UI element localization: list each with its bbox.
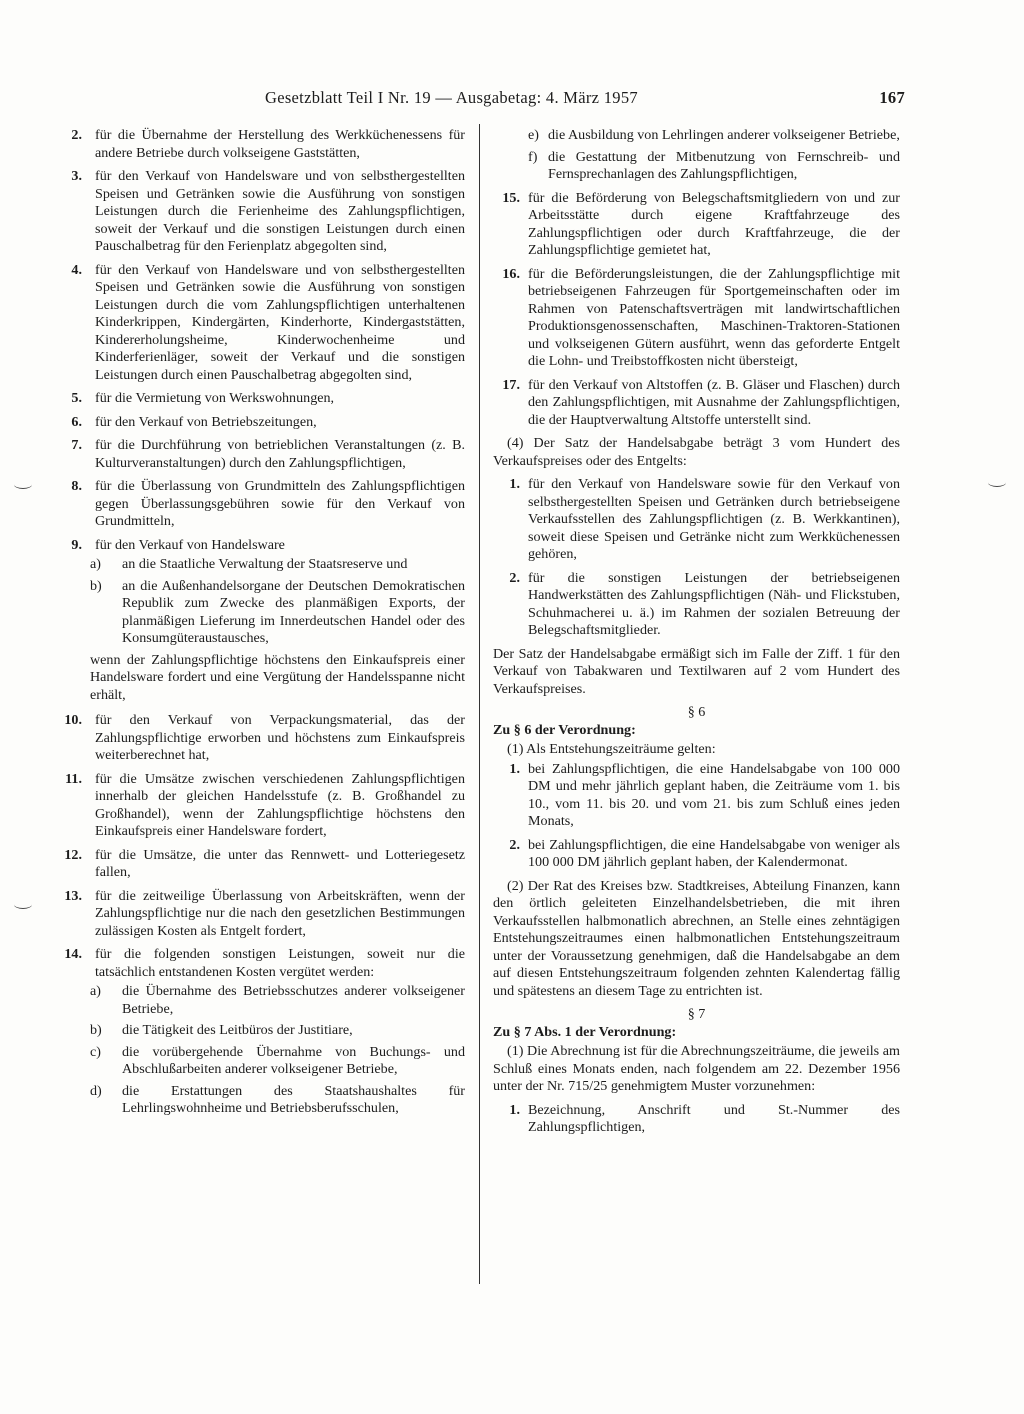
margin-mark: [988, 478, 1006, 487]
paragraph: Der Satz der Handelsabgabe ermäßigt sich im Falle der Ziff. 1 für den Verkauf von Tabakwaren und Textilwaren auf 2 vom Hundert des Verkaufspreises.: [493, 645, 900, 697]
list-item: 6. für den Verkauf von Betriebszeitungen,: [71, 413, 317, 430]
column-divider: [479, 124, 480, 1284]
list-item: 2. bei Zahlungspflichtigen, die eine Handelsabgabe von weniger als 100 000 DM jährlich geplant haben, der Kalendermonat.: [509, 836, 900, 870]
list-item: 4. für den Verkauf von Handelsware und von selbsthergestellten Speisen und Getränken sowie die Ausführung von sonstigen Leistungen durch die vom Zahlungspflichtigen unterhaltenen Kinderkrippen, Kindergärten, Kinderhorte, Kindergaststätten, Kindererholungsheime, Kinderwochenheime und Kinderferienläger, soweit der Verkauf und die sonstigen Leistungen durch einen Pauschalbetrag abgegolten sind,: [71, 261, 465, 383]
right-column: [493, 127, 900, 1143]
sub-item: a) an die Staatliche Verwaltung der Staatsreserve und: [90, 556, 408, 572]
list-item: 9. für den Verkauf von Handelsware: [71, 536, 285, 553]
list-item: 11. für die Umsätze zwischen verschiedenen Zahlungspflichtigen innerhalb der gleichen Handelsstufe (z. B. Großhandel zu Großhandel), wenn der Zahlungspflichtige höchstens den Einkaufspreis einer Handelsware fordert,: [65, 770, 465, 839]
list-item: 2. für die Übernahme der Herstellung des Werkküchenessens für andere Betriebe durch volkseigene Gaststätten,: [71, 127, 465, 161]
list-item: 7. für die Durchführung von betrieblichen Veranstaltungen (z. B. Kulturveranstaltungen) durch den Zahlungspflichtigen,: [71, 437, 465, 471]
header-title: Gesetzblatt Teil I Nr. 19 — Ausgabetag: 4. März 1957: [265, 88, 638, 107]
section-heading: § 7: [687, 1006, 706, 1022]
sub-item: a) die Übernahme des Betriebsschutzes anderer volkseigener Betriebe,: [90, 983, 465, 1017]
list-item: 13. für die zeitweilige Überlassung von Arbeitskräften, wenn der Zahlungspflichtige nur die nach den gesetzlichen Bestimmungen zulässigen Kosten als Entgelt fordert,: [64, 887, 465, 939]
list-item: 1. für den Verkauf von Handelsware sowie für den Verkauf von selbsthergestellten Speisen und Getränken durch betriebseigene Verkaufsstellen des Zahlungspflichtigen (z. B. Werkkantinen), soweit diese Speisen und Getränke nicht zum Werkküchenessen gehören,: [509, 476, 900, 562]
list-item: 16. für die Beförderungsleistungen, die der Zahlungspflichtige mit betriebseigenen Fahrzeugen für Sportgemeinschaften oder im Rahmen von Patenschaftsverträgen mit landwirtschaftlichen Produktionsgenossenschaften, Maschinen-Traktoren-Stationen und volkseigenen Gütern ausführt, wenn das geforderte Entgelt die Lohn- und Treibstoffkosten nicht übersteigt,: [502, 265, 900, 369]
page-number: 167: [879, 88, 905, 107]
sub-item: b) die Tätigkeit des Leitbüros der Justitiare,: [90, 1022, 353, 1038]
section-title: Zu § 7 Abs. 1 der Verordnung:: [493, 1023, 677, 1040]
list-item: 1. bei Zahlungspflichtigen, die eine Handelsabgabe von 100 000 DM und mehr jährlich geplant haben, die Zeiträume vom 1. bis 10., vom 11. bis 20. und vom 21. bis zum Schluß eines jeden Monats,: [509, 760, 900, 829]
list-item: 8. für die Überlassung von Grundmitteln des Zahlungspflichtigen gegen Überlassungsgebühren sowie für den Verkauf von Grundmitteln,: [71, 478, 465, 529]
paragraph: (1) Als Entstehungszeiträume gelten:: [507, 741, 716, 757]
sub-item: e) die Ausbildung von Lehrlingen anderer volkseigener Betriebe,: [528, 127, 900, 143]
list-item: 3. für den Verkauf von Handelsware und von selbsthergestellten Speisen und Getränken sowie die Ausführung von sonstigen Leistungen durch die Ferienheime des Zahlungspflichtigen, soweit der Verkauf und die sonstigen Leistungen durch einen Pauschalbetrag für den Ferienplatz abgegolten sind,: [71, 168, 465, 254]
list-item: 17. für den Verkauf von Altstoffen (z. B. Gläser und Flaschen) durch den Zahlungspflichtigen, mit Ausnahme der Zahlungspflichtigen, die der Hauptverwaltung Altstoffe unterstellt sind.: [502, 376, 900, 428]
sub-item: c) die vorübergehende Übernahme von Buchungs- und Abschlußarbeiten anderer volkseigener Betriebe,: [90, 1043, 465, 1077]
margin-mark: [14, 480, 32, 489]
item-tail: wenn der Zahlungspflichtige höchstens den Einkaufspreis einer Handelsware fordert und eine Vergütung der Handelsspanne nicht erhält,: [90, 651, 465, 703]
paragraph: (4) Der Satz der Handelsabgabe beträgt 3 vom Hundert des Verkaufspreises oder des Entgelts:: [493, 435, 900, 469]
section-heading: § 6: [687, 704, 706, 720]
list-item: 12. für die Umsätze, die unter das Rennwett- und Lotteriegesetz fallen,: [64, 846, 465, 880]
list-item: 10. für den Verkauf von Verpackungsmaterial, das der Zahlungspflichtige erworben und höchstens zum Einkaufspreis weiterberechnet hat,: [64, 712, 465, 763]
list-item: 1. Bezeichnung, Anschrift und St.-Nummer des Zahlungspflichtigen,: [509, 1101, 900, 1135]
list-item: 2. für die sonstigen Leistungen der betriebseigenen Handwerkstätten des Zahlungspflichtigen (Näh- und Flickstuben, Schuhmacherei u. ä.) im Rahmen der sozialen Betreuung der Belegschaftsmitglieder.: [509, 569, 900, 638]
paragraph: (2) Der Rat des Kreises bzw. Stadtkreises, Abteilung Finanzen, kann den örtlich geleiteten Einzelhandelsbetrieben, die mit ihren Verkaufsstellen halbmonatlich abrechnen, an Stelle eines zehntägigen Entstehungszeitraumes einen halbmonatlichen Entstehungszeitraum unter der Voraussetzung genehmigen, daß die Handelsabgabe an dem auf diesen Entstehungszeitraum folgenden zehnten Kalendertag fällig und spätestens an diesem Tage zu entrichten ist.: [493, 877, 900, 999]
page-header: [235, 88, 905, 112]
list-item: 14. für die folgenden sonstigen Leistungen, soweit nur die tatsächlich entstandenen Kosten vergütet werden:: [64, 946, 465, 980]
left-column: [40, 127, 465, 1122]
paragraph: (1) Die Abrechnung ist für die Abrechnungszeiträume, die jeweils am Schluß eines Monats enden, nach folgendem am 22. Dezember 1956 unter der Nr. 715/25 genehmigtem Muster vorzunehmen:: [493, 1043, 900, 1094]
sub-item: d) die Erstattungen des Staatshaushaltes für Lehrlingswohnheime und Betriebsberufsschulen,: [90, 1082, 465, 1116]
margin-mark: [14, 900, 32, 909]
sub-item: f) die Gestattung der Mitbenutzung von Fernschreib- und Fernsprechanlagen des Zahlungspflichtigen,: [528, 148, 900, 182]
list-item: 5. für die Vermietung von Werkswohnungen,: [71, 390, 335, 406]
sub-item: b) an die Außenhandelsorgane der Deutschen Demokratischen Republik zum Zwecke des planmäßigen Exports, der planmäßigen Lieferung im Innerdeutschen Handel oder des Konsumgüteraustausches,: [90, 577, 465, 646]
section-title: Zu § 6 der Verordnung:: [493, 721, 636, 738]
list-item: 15. für die Beförderung von Belegschaftsmitgliedern von und zur Arbeitsstätte durch eigene Kraftfahrzeuge des Zahlungspflichtigen oder durch Kraftfahrzeuge, die der Zahlungspflichtige gemietet hat,: [502, 189, 900, 258]
